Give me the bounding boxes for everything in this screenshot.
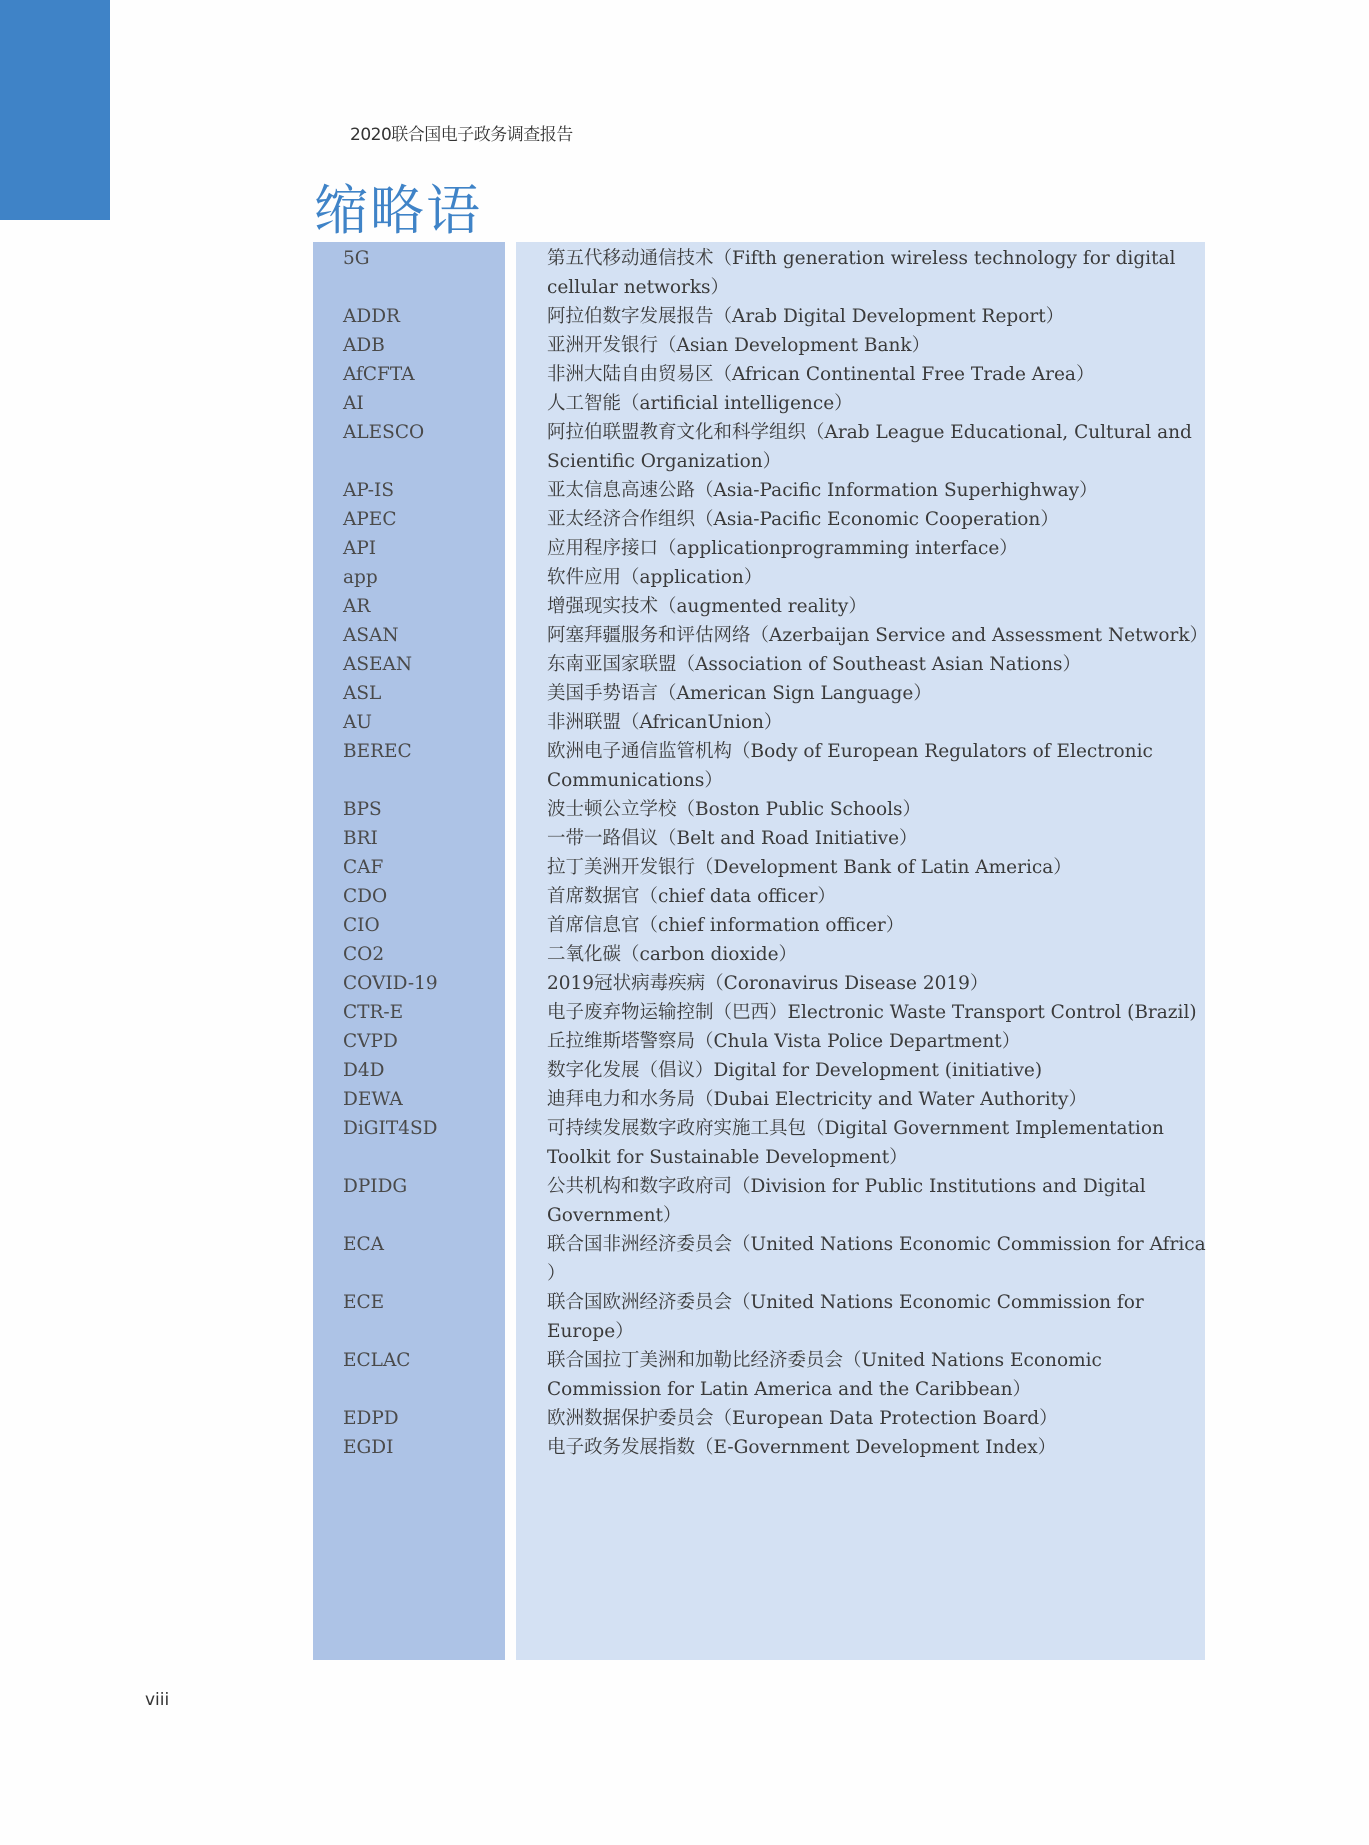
abbreviation-term: ECLAC <box>343 1350 411 1371</box>
glossary-row <box>313 1346 1205 1404</box>
abbreviation-definition: 软件应用（application） <box>547 567 763 588</box>
abbreviation-definition: 电子废弃物运输控制（巴西）Electronic Waste Transport Control (Brazil) <box>547 1002 1197 1023</box>
glossary-row <box>313 940 1205 969</box>
abbreviation-definition: 可持续发展数字政府实施工具包（Digital Government Implementation Toolkit for Sustainable Development） <box>547 1118 1164 1168</box>
glossary-row <box>313 563 1205 592</box>
glossary-row <box>313 302 1205 331</box>
abbreviation-definition: 欧洲数据保护委员会（European Data Protection Board） <box>547 1408 1058 1429</box>
running-header: 2020联合国电子政务调查报告 <box>350 125 573 145</box>
glossary-row <box>313 244 1205 302</box>
glossary-row <box>313 824 1205 853</box>
abbreviation-term: EGDI <box>343 1437 394 1458</box>
abbreviation-term: BPS <box>343 799 382 820</box>
glossary-row <box>313 360 1205 389</box>
abbreviation-definition: 应用程序接口（applicationprogramming interface） <box>547 538 1018 559</box>
abbreviation-term: AU <box>343 712 372 733</box>
abbreviation-term: CAF <box>343 857 384 878</box>
page-number: viii <box>145 1690 170 1710</box>
abbreviation-definition: 联合国非洲经济委员会（United Nations Economic Commission for Africa ） <box>547 1234 1206 1284</box>
abbreviation-term: CDO <box>343 886 388 907</box>
glossary-row <box>313 737 1205 795</box>
abbreviation-term: ALESCO <box>343 422 425 443</box>
abbreviation-term: APEC <box>343 509 397 530</box>
abbreviation-definition: 电子政务发展指数（E-Government Development Index） <box>547 1437 1057 1458</box>
abbreviation-definition: 东南亚国家联盟（Association of Southeast Asian Nations） <box>547 654 1082 675</box>
abbreviation-definition: 阿拉伯联盟教育文化和科学组织（Arab League Educational, Cultural and Scientific Organization） <box>547 422 1192 472</box>
abbreviation-definition: 公共机构和数字政府司（Division for Public Institutions and Digital Government） <box>547 1176 1146 1226</box>
glossary-row <box>313 882 1205 911</box>
glossary-row <box>313 592 1205 621</box>
abbreviation-term: AR <box>343 596 371 617</box>
abbreviation-definition: 亚洲开发银行（Asian Development Bank） <box>547 335 931 356</box>
abbreviation-definition: 亚太信息高速公路（Asia-Pacific Information Superhighway） <box>547 480 1098 501</box>
abbreviation-term: D4D <box>343 1060 385 1081</box>
glossary-row <box>313 650 1205 679</box>
glossary-row <box>313 795 1205 824</box>
glossary-row <box>313 621 1209 650</box>
abbreviation-term: CTR-E <box>343 1002 404 1023</box>
abbreviation-list <box>313 244 1209 1462</box>
glossary-row <box>313 1404 1205 1433</box>
abbreviation-term: CVPD <box>343 1031 398 1052</box>
glossary-row <box>313 1172 1205 1230</box>
abbreviation-term: DPIDG <box>343 1176 408 1197</box>
glossary-row <box>313 679 1205 708</box>
abbreviation-term: 5G <box>343 248 370 269</box>
glossary-row <box>313 1027 1205 1056</box>
glossary-row <box>313 418 1205 476</box>
glossary-row <box>313 998 1205 1027</box>
abbreviation-definition: 首席信息官（chief information officer） <box>547 915 905 936</box>
abbreviation-term: DiGIT4SD <box>343 1118 438 1139</box>
glossary-row <box>313 708 1205 737</box>
abbreviation-definition: 一带一路倡议（Belt and Road Initiative） <box>547 828 918 849</box>
abbreviation-term: app <box>343 567 378 588</box>
glossary-row <box>313 1230 1205 1288</box>
abbreviation-definition: 欧洲电子通信监管机构（Body of European Regulators of Electronic Communications） <box>547 741 1153 791</box>
abbreviation-term: AP-IS <box>343 480 395 501</box>
abbreviation-term: COVID-19 <box>343 973 438 994</box>
abbreviation-term: ASEAN <box>343 654 413 675</box>
abbreviation-term: ECA <box>343 1234 385 1255</box>
glossary-row <box>313 1056 1205 1085</box>
abbreviation-definition: 非洲大陆自由贸易区（African Continental Free Trade Area） <box>547 364 1095 385</box>
abbreviation-term: ECE <box>343 1292 385 1313</box>
abbreviation-term: ASL <box>343 683 382 704</box>
abbreviation-definition: 美国手势语言（American Sign Language） <box>547 683 932 704</box>
abbreviation-term: CIO <box>343 915 380 936</box>
glossary-row <box>313 389 1205 418</box>
abbreviation-definition: 增强现实技术（augmented reality） <box>547 596 867 617</box>
abbreviation-definition: 拉丁美洲开发银行（Development Bank of Latin America） <box>547 857 1072 878</box>
abbreviation-definition: 阿拉伯数字发展报告（Arab Digital Development Report） <box>547 306 1065 327</box>
abbreviation-definition: 丘拉维斯塔警察局（Chula Vista Police Department） <box>547 1031 1021 1052</box>
glossary-row <box>313 1085 1205 1114</box>
abbreviation-term: ADB <box>343 335 385 356</box>
abbreviation-definition: 联合国欧洲经济委员会（United Nations Economic Commission for Europe） <box>547 1292 1144 1342</box>
glossary-row <box>313 1288 1205 1346</box>
abbreviation-term: ASAN <box>343 625 399 646</box>
glossary-row <box>313 911 1205 940</box>
glossary-row <box>313 1114 1205 1172</box>
abbreviation-definition: 人工智能（artificial intelligence） <box>547 393 853 414</box>
glossary-row <box>313 476 1205 505</box>
glossary-row <box>313 853 1205 882</box>
abbreviation-term: AI <box>343 393 364 414</box>
abbreviation-definition: 非洲联盟（AfricanUnion） <box>547 712 783 733</box>
abbreviation-definition: 波士顿公立学校（Boston Public Schools） <box>547 799 922 820</box>
abbreviation-term: API <box>343 538 377 559</box>
abbreviation-term: EDPD <box>343 1408 399 1429</box>
abbreviation-definition: 数字化发展（倡议）Digital for Development (initiative) <box>547 1060 1043 1081</box>
glossary-row <box>313 1433 1205 1462</box>
glossary-row <box>313 505 1205 534</box>
abbreviation-term: ADDR <box>343 306 400 327</box>
page-title: 缩略语 <box>314 179 482 242</box>
abbreviation-definition: 第五代移动通信技术（Fifth generation wireless technology for digital cellular networks） <box>547 248 1176 298</box>
abbreviation-term: BRI <box>343 828 378 849</box>
abbreviation-term: AfCFTA <box>343 364 415 385</box>
corner-color-block <box>0 0 110 220</box>
glossary-row <box>313 534 1205 563</box>
abbreviation-definition: 阿塞拜疆服务和评估网络（Azerbaijan Service and Assessment Network） <box>547 625 1209 646</box>
abbreviation-definition: 2019冠状病毒疾病（Coronavirus Disease 2019） <box>547 973 989 994</box>
abbreviation-definition: 联合国拉丁美洲和加勒比经济委员会（United Nations Economic Commission for Latin America and the Caribbean） <box>547 1350 1102 1400</box>
abbreviation-term: DEWA <box>343 1089 403 1110</box>
abbreviation-definition: 二氧化碳（carbon dioxide） <box>547 944 798 965</box>
abbreviation-definition: 首席数据官（chief data officer） <box>547 886 836 907</box>
abbreviation-definition: 迪拜电力和水务局（Dubai Electricity and Water Authority） <box>547 1089 1088 1110</box>
abbreviation-definition: 亚太经济合作组织（Asia-Pacific Economic Cooperation） <box>547 509 1059 530</box>
abbreviation-term: CO2 <box>343 944 385 965</box>
glossary-row <box>313 331 1205 360</box>
glossary-row <box>313 969 1205 998</box>
abbreviation-term: BEREC <box>343 741 412 762</box>
